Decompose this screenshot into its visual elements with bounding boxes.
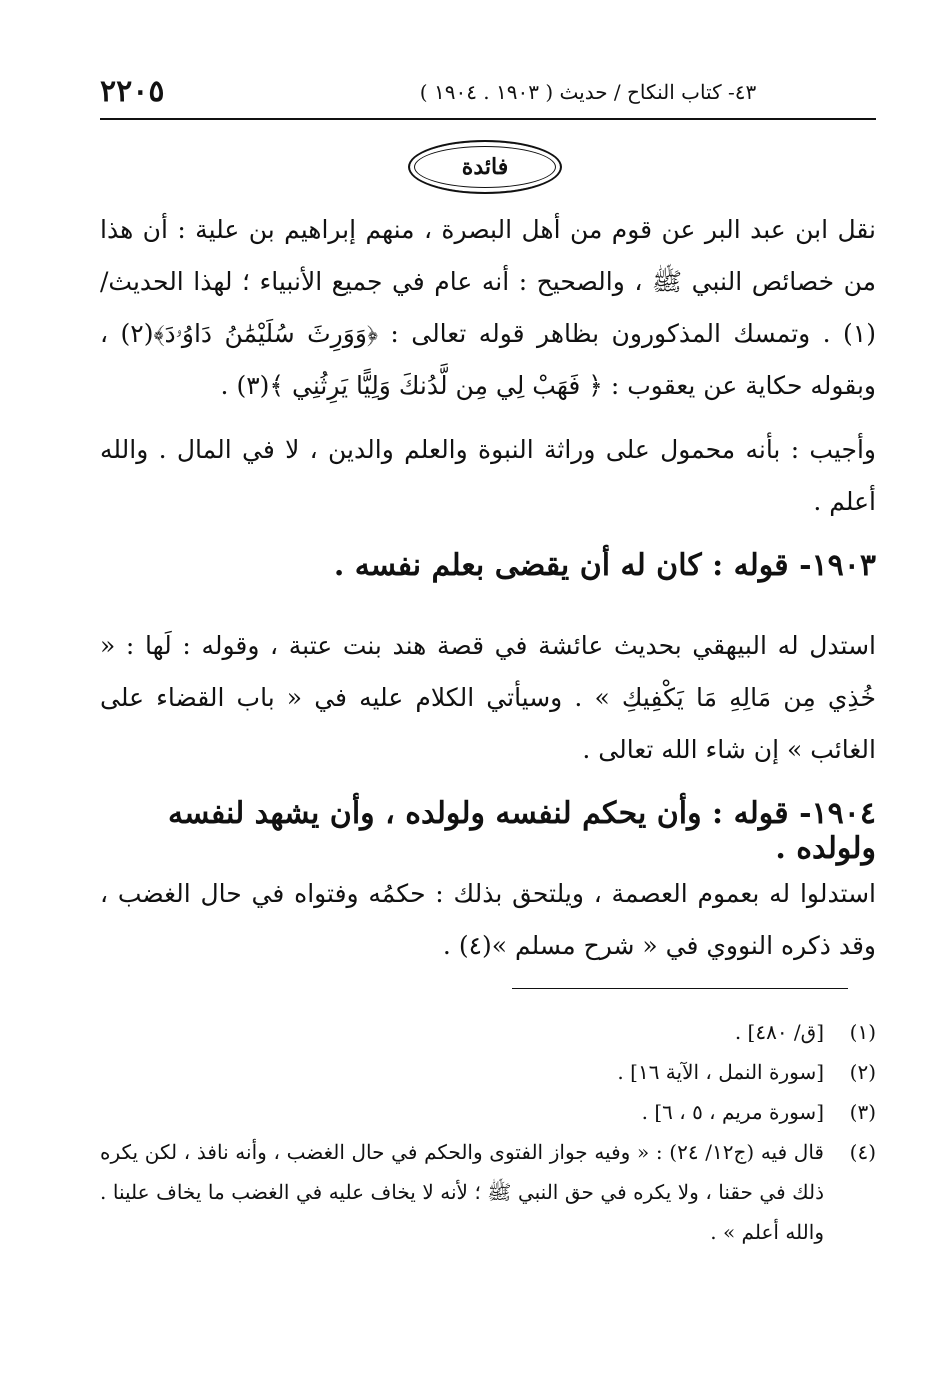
footnote (100, 1092, 876, 1132)
footnote-number: (١) (849, 1020, 876, 1044)
heading-1904: ١٩٠٤- قوله : وأن يحكم لنفسه ولولده ، وأن يشهد لنفسه ولولده . (168, 796, 876, 866)
footnote (100, 1052, 876, 1092)
ornamental-heading (408, 140, 562, 194)
footnote (100, 1132, 876, 1252)
header-title: ٤٣- كتاب النكاح / حديث ( ١٩٠٣ . ١٩٠٤ ) (419, 80, 757, 104)
footnote-text: [سورة مريم ، ٥ ، ٦] . (641, 1100, 824, 1124)
ornament-title: فائدة (461, 154, 509, 180)
footnote-number: (٣) (849, 1100, 876, 1124)
footnote-text: قال فيه (ج١٢/ ٢٤) : « وفيه جواز الفتوى والحكم في حال الغضب ، وأنه نافذ ، لكن يكره ذلك في حقنا ، ولا يكره في حق النبي ﷺ ؛ لأنه لا يخاف عليه في الغضب ما يخاف علينا . والله أعلم » . (100, 1140, 824, 1244)
heading-1903: ١٩٠٣- قوله : كان له أن يقضى بعلم نفسه . (333, 548, 876, 583)
footnote-number: (٤) (849, 1140, 876, 1164)
paragraph-1903: استدل له البيهقي بحديث عائشة في قصة هند بنت عتبة ، وقوله : لَها : « خُذِي مِن مَالِهِ مَا يَكْفِيكِ » . وسيأتي الكلام عليه في « باب القضاء على الغائب » إن شاء الله تعالى . (100, 631, 876, 764)
footnote-divider (512, 988, 848, 989)
paragraph-benefit: نقل ابن عبد البر عن قوم من أهل البصرة ، منهم إبراهيم بن علية : أن هذا من خصائص النبي ﷺ ، والصحيح : أنه عام في جميع الأنبياء ؛ لهذا الحديث/ (١) . وتمسك المذكورون بظاهر قوله تعالى : ﴿وَوَرِثَ سُلَيْمَٰنُ دَاوُۥدَ﴾(٢) ، وبقوله حكاية عن يعقوب : ﴿ فَهَبْ لِي مِن لَّدُنكَ وَلِيًّا يَرِثُنِي ﴾(٣) . (100, 215, 876, 400)
paragraph-1904: استدلوا له بعموم العصمة ، ويلتحق بذلك : حكمُه وفتواه في حال الغضب ، وقد ذكره النووي في « شرح مسلم »(٤) . (100, 879, 876, 960)
footnotes (100, 1012, 876, 1252)
paragraph-answer: وأجيب : بأنه محمول على وراثة النبوة والعلم والدين ، لا في المال . والله أعلم . (100, 435, 876, 516)
running-header (100, 74, 876, 120)
footnote-text: [ق/ ٤٨٠] . (734, 1020, 824, 1044)
page-number: ٢٢٠٥ (100, 74, 165, 109)
footnote-number: (٢) (849, 1060, 876, 1084)
footnote-text: [سورة النمل ، الآية ١٦] . (617, 1060, 824, 1084)
footnote (100, 1012, 876, 1052)
